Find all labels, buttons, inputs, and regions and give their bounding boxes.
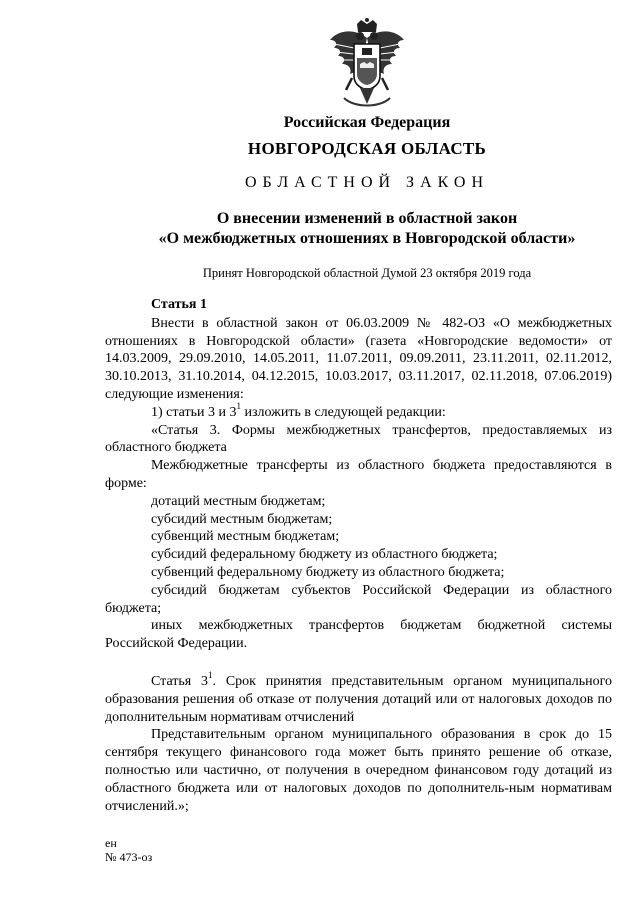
art31-heading-a: Статья 3	[151, 673, 209, 689]
region-name: НОВГОРОДСКАЯ ОБЛАСТЬ	[247, 139, 487, 158]
item-1-text-b: изложить в следующей редакции:	[241, 404, 446, 420]
superscript: 1	[236, 401, 242, 412]
transfer-form-item: субсидий местным бюджетам;	[151, 511, 333, 527]
document-body	[105, 296, 612, 815]
footer	[105, 836, 152, 864]
art31-heading-b: . Срок принятия представительным органом муниципального образования решения об отказе от получения дотаций или от налоговых доходов по дополнительным нормативам отчислений	[105, 673, 612, 725]
article-3-heading: «Статья 3. Формы межбюджетных трансфертов, предоставляемых из областного бюджета	[105, 422, 612, 456]
paragraph-gap	[105, 653, 612, 673]
article-3-1-heading	[105, 670, 612, 726]
title-line-2: «О межбюджетных отношениях в Новгородской области»	[158, 230, 576, 247]
article-3-1-text: Представительным органом муниципального образования в срок до 15 сентября текущего финансового года может быть принято решение об отказе, полностью или частично, от получения в очередном финансовом году дотаций из областного бюджета или от налоговых доходов по дополнитель-ным нормативам отчислений.»;	[105, 727, 612, 814]
article-3-lead: Межбюджетные трансферты из областного бюджета предоставляются в форме:	[105, 458, 612, 491]
country-name: Российская Федерация	[283, 114, 451, 131]
law-number: № 473-оз	[105, 850, 153, 864]
transfer-form-item: субвенций местным бюджетам;	[151, 529, 340, 545]
amendment-intro: Внести в областной закон от 06.03.2009 № 482-ОЗ «О межбюджетных отношениях в Новгородской области» (газета «Новгородские ведомости» от 14.03.2009, 29.09.2010, 14.05.2011, 11.07.2011, 09.09.2011, 23.11.2011, 02.11.2012, 30.10.2013, 31.10.2014, 04.12.2015, 10.03.2017, 03.11.2017, 02.11.2018, 07.06.2019) следующие изменения:	[105, 315, 612, 402]
transfer-form-item: субсидий бюджетам субъектов Российской Федерации из областного бюджета;	[105, 582, 612, 616]
document-type: ОБЛАСТНОЙ ЗАКОН	[244, 174, 489, 191]
item-1-text-a: 1) статьи 3 и 3	[151, 404, 237, 420]
transfer-form-item: субвенций федеральному бюджету из областного бюджета;	[151, 564, 505, 580]
title-line-1: О внесении изменений в областной закон	[216, 210, 518, 227]
coat-of-arms-emblem	[324, 18, 410, 110]
article-heading: Статья 1	[151, 297, 207, 312]
transfer-form-item: дотаций местным бюджетам;	[151, 493, 326, 509]
transfer-form-item: субсидий федеральному бюджету из областного бюджета;	[151, 547, 498, 563]
transfer-form-item: иных межбюджетных трансфертов бюджетам бюджетной системы Российской Федерации.	[105, 618, 612, 652]
amendment-item-1	[105, 401, 612, 422]
executor-initials: ен	[105, 836, 117, 850]
superscript: 1	[208, 670, 213, 681]
adoption-note: Принят Новгородской областной Думой 23 октября 2019 года	[202, 266, 532, 280]
document-title	[0, 209, 640, 249]
